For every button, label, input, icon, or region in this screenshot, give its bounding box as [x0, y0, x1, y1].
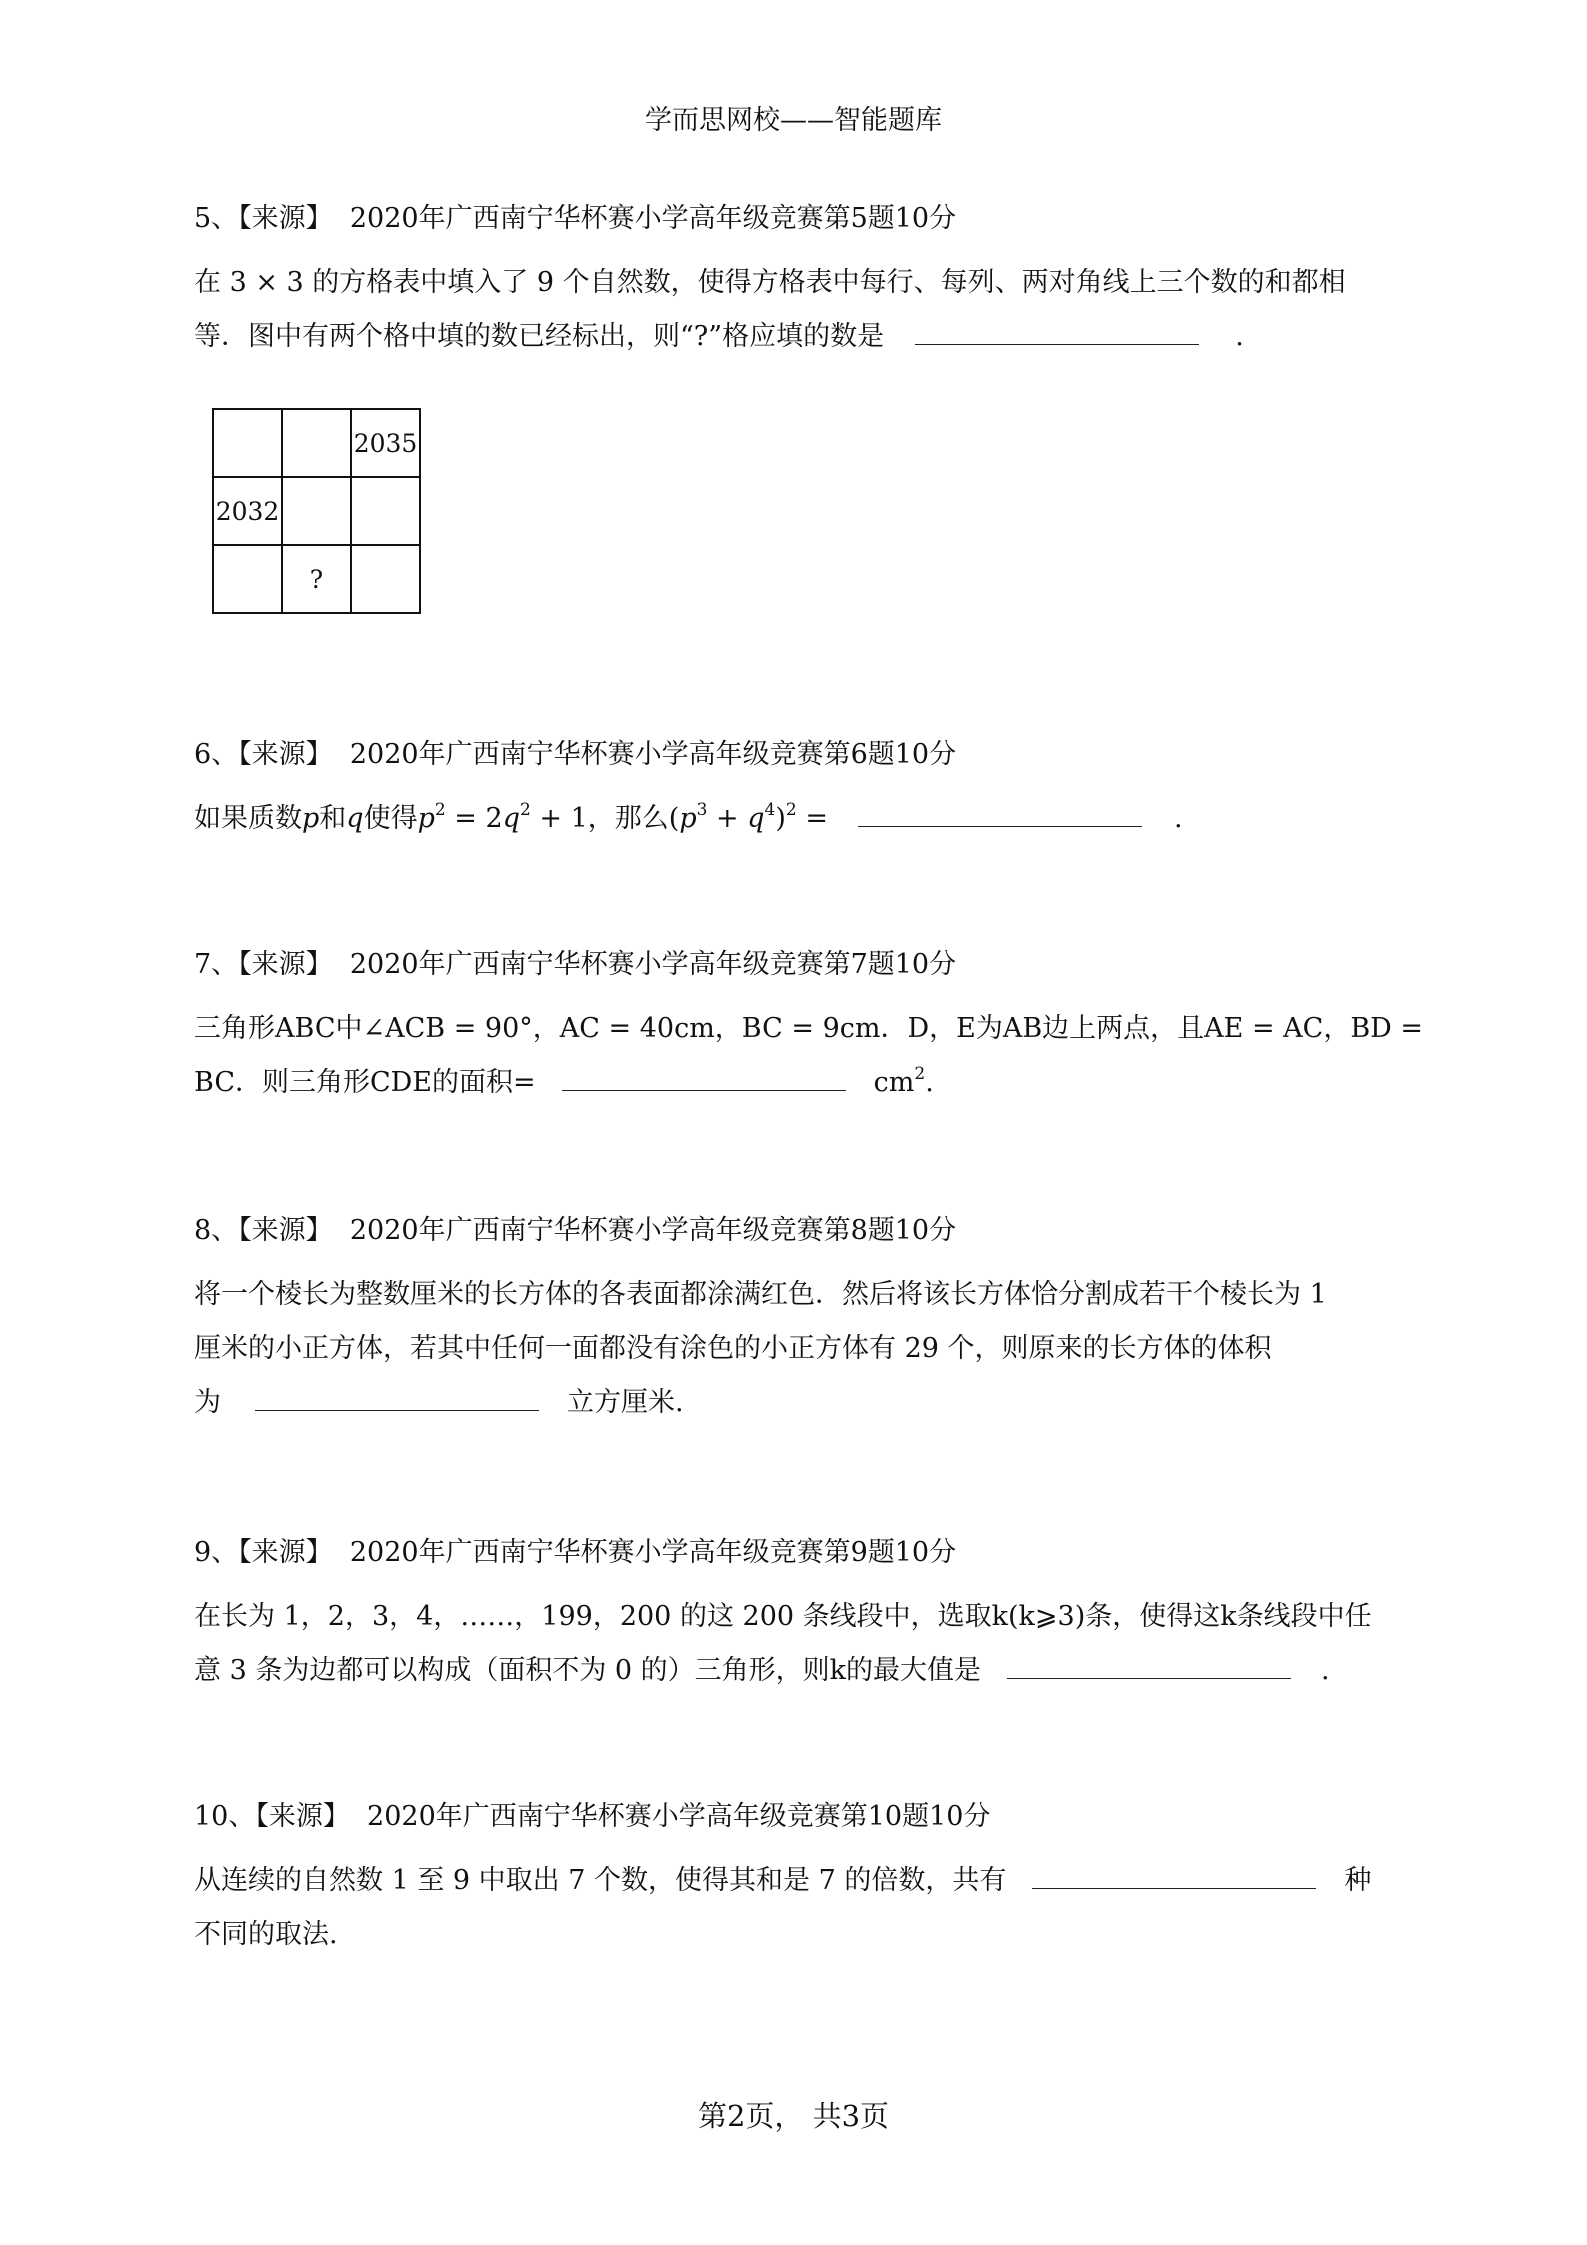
answer-blank[interactable] — [562, 1062, 846, 1091]
source-text: 2020年广西南宁华杯赛小学高年级竞赛第7题10分 — [349, 949, 957, 980]
question-8-line-3: 为 立方厘米. — [194, 1376, 684, 1430]
grid-cell — [213, 409, 282, 477]
question-7-header — [194, 942, 956, 981]
grid-cell — [213, 545, 282, 613]
question-10-line-1: 从连续的自然数 1 至 9 中取出 7 个数，使得其和是 7 的倍数，共有 种 — [194, 1854, 1371, 1908]
page-footer: 第2页， 共3页 — [697, 2099, 890, 2133]
question-5-header — [194, 196, 956, 235]
answer-blank[interactable] — [915, 316, 1199, 345]
grid-cell: 2035 — [351, 409, 420, 477]
question-9-header — [194, 1530, 956, 1569]
page-header: 学而思网校——智能题库 — [645, 105, 942, 136]
grid-cell — [282, 477, 351, 545]
grid-cell — [351, 477, 420, 545]
source-label: 【来源】 — [238, 1537, 333, 1568]
source-label: 【来源】 — [238, 949, 333, 980]
question-7-line-1: 三角形ABC中∠ACB = 90°，AC = 40cm，BC = 9cm．D，E为AB边上两点，且AE = AC，BD = — [194, 1013, 1424, 1044]
question-8-header — [194, 1208, 956, 1247]
source-text: 2020年广西南宁华杯赛小学高年级竞赛第9题10分 — [349, 1537, 957, 1568]
source-text: 2020年广西南宁华杯赛小学高年级竞赛第10题10分 — [367, 1801, 991, 1832]
source-text: 2020年广西南宁华杯赛小学高年级竞赛第8题10分 — [349, 1215, 957, 1246]
question-9-line-1: 在长为 1，2，3，4，……，199，200 的这 200 条线段中，选取k(k⩾3)条，使得这k条线段中任 — [194, 1601, 1372, 1632]
source-label: 【来源】 — [238, 1215, 333, 1246]
answer-blank[interactable] — [858, 798, 1142, 827]
grid-cell: ? — [282, 545, 351, 613]
question-6-header — [194, 732, 956, 771]
source-label: 【来源】 — [255, 1801, 350, 1832]
source-label: 【来源】 — [238, 203, 333, 234]
question-number: 9、 — [194, 1537, 239, 1568]
magic-square-grid — [212, 408, 421, 614]
question-8-line-2: 厘米的小正方体，若其中任何一面都没有涂色的小正方体有 29 个，则原来的长方体的体积 — [194, 1333, 1272, 1364]
question-number: 6、 — [194, 739, 239, 770]
grid-cell — [282, 409, 351, 477]
answer-blank[interactable] — [1032, 1860, 1316, 1889]
question-5-line-2: 等．图中有两个格中填的数已经标出，则“?”格应填的数是 . — [194, 310, 1244, 364]
question-number: 7、 — [194, 949, 239, 980]
grid-cell — [351, 545, 420, 613]
question-8-line-1: 将一个棱长为整数厘米的长方体的各表面都涂满红色．然后将该长方体恰分割成若干个棱长为 1 — [194, 1279, 1327, 1310]
answer-blank[interactable] — [255, 1382, 539, 1411]
question-number: 8、 — [194, 1215, 239, 1246]
question-6-line-1: 如果质数p和q使得$p^2 = 2q^2 + 1$，那么$(p^3 + q^4)^2$ = . — [194, 800, 1183, 834]
question-7-line-2: BC．则三角形CDE的面积= $cm^2$. — [194, 1064, 934, 1098]
source-text: 2020年广西南宁华杯赛小学高年级竞赛第6题10分 — [349, 739, 957, 770]
answer-blank[interactable] — [1007, 1650, 1291, 1679]
question-10-line-2: 不同的取法. — [194, 1919, 338, 1950]
question-number: 5、 — [194, 203, 239, 234]
source-text: 2020年广西南宁华杯赛小学高年级竞赛第5题10分 — [349, 203, 957, 234]
grid-cell: 2032 — [213, 477, 282, 545]
question-number: 10、 — [194, 1801, 256, 1832]
question-10-header — [194, 1794, 990, 1833]
source-label: 【来源】 — [238, 739, 333, 770]
question-9-line-2: 意 3 条为边都可以构成（面积不为 0 的）三角形，则k的最大值是 . — [194, 1644, 1330, 1698]
question-5-line-1: 在 3 × 3 的方格表中填入了 9 个自然数，使得方格表中每行、每列、两对角线上三个数的和都相 — [194, 267, 1346, 298]
